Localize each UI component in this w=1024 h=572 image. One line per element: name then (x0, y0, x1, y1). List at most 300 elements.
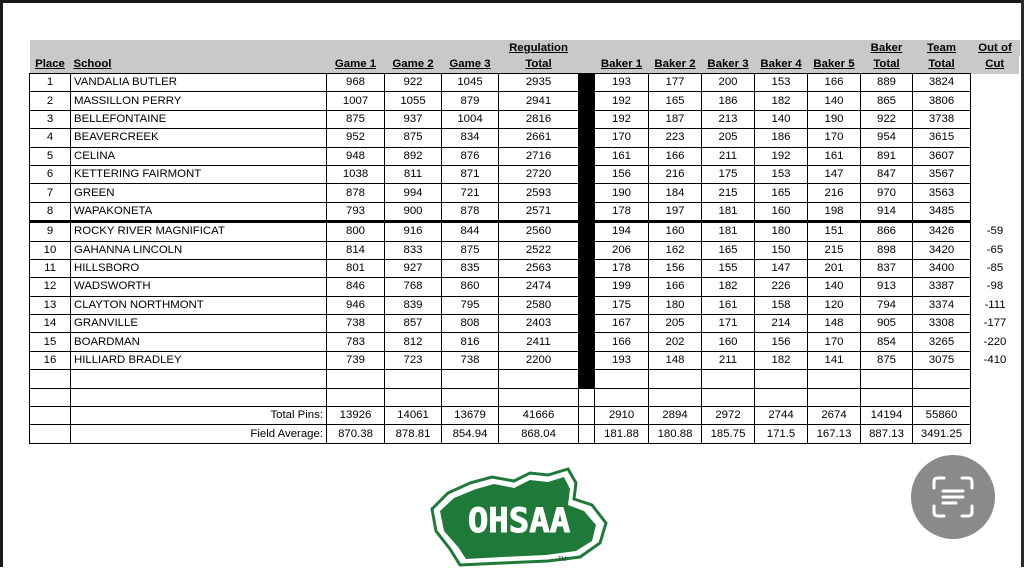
cell-out-of-cut: -65 (986, 243, 1004, 256)
cell-place: 10 (30, 241, 71, 259)
cell-place: 9 (30, 222, 71, 241)
table-row (30, 259, 1020, 277)
separator-cell (579, 202, 595, 221)
total-baker-total: 14194 (861, 407, 913, 425)
cell-baker-total: 889 (861, 74, 913, 92)
cell-regulation: 2720 (499, 165, 579, 183)
cell-baker2: 165 (649, 92, 702, 110)
header-regulation: Regulation (499, 40, 579, 56)
cell-game1: 875 (327, 110, 385, 128)
table-row (30, 333, 1020, 351)
cell-baker4: 165 (755, 184, 808, 202)
cell-baker2: 187 (649, 110, 702, 128)
header-team-total-top: Team (913, 40, 971, 56)
cell-baker3: 182 (702, 278, 755, 296)
cell-game1: 968 (327, 74, 385, 92)
cell-game1: 952 (327, 129, 385, 147)
cell-regulation: 2941 (499, 92, 579, 110)
blank-row (30, 370, 1020, 388)
cell-baker2: 162 (649, 241, 702, 259)
cell-baker3: 155 (702, 259, 755, 277)
scan-text-icon (930, 474, 976, 520)
cell-regulation: 2593 (499, 184, 579, 202)
cell-team-total: 3420 (913, 241, 971, 259)
cell-out-of-cut (971, 184, 1020, 202)
cell-out-of-cut: -59 (986, 224, 1004, 237)
cell-baker5: 170 (808, 333, 861, 351)
header-team-total: Total (913, 56, 971, 74)
cell-baker5: 147 (808, 165, 861, 183)
separator-cell (579, 110, 595, 128)
cell-game3: 795 (442, 296, 499, 314)
table-row (30, 129, 1020, 147)
cell-baker-total: 847 (861, 165, 913, 183)
cell-game1: 946 (327, 296, 385, 314)
cell-baker4: 182 (755, 92, 808, 110)
cell-game2: 839 (385, 296, 442, 314)
cell-out-of-cut (971, 110, 1020, 128)
cell-place: 16 (30, 351, 71, 369)
cell-baker-total: 954 (861, 129, 913, 147)
table-row (30, 202, 1020, 221)
total-team-total: 55860 (913, 407, 971, 425)
cell-baker1: 190 (595, 184, 649, 202)
cell-baker3: 160 (702, 333, 755, 351)
cell-baker4: 192 (755, 147, 808, 165)
cell-baker1: 194 (595, 222, 649, 241)
cell-baker-total: 891 (861, 147, 913, 165)
total-game2: 14061 (385, 407, 442, 425)
cell-baker4: 180 (755, 222, 808, 241)
cell-team-total: 3400 (913, 259, 971, 277)
cell-baker5: 201 (808, 259, 861, 277)
cell-team-total: 3308 (913, 315, 971, 333)
cell-baker5: 216 (808, 184, 861, 202)
cell-baker4: 186 (755, 129, 808, 147)
cell-team-total: 3485 (913, 202, 971, 221)
cell-baker-total: 898 (861, 241, 913, 259)
table-row (30, 184, 1020, 202)
cell-baker3: 211 (702, 351, 755, 369)
cell-baker1: 178 (595, 259, 649, 277)
cell-team-total: 3738 (913, 110, 971, 128)
header-baker5: Baker 5 (808, 56, 861, 74)
cell-game1: 1007 (327, 92, 385, 110)
cell-school: HILLIARD BRADLEY (71, 351, 327, 369)
trademark-mark: TM (558, 557, 567, 563)
table-row (30, 92, 1020, 110)
cell-baker1: 192 (595, 110, 649, 128)
cell-baker4: 182 (755, 351, 808, 369)
cell-baker1: 166 (595, 333, 649, 351)
cell-game2: 937 (385, 110, 442, 128)
cell-game2: 994 (385, 184, 442, 202)
cell-baker1: 199 (595, 278, 649, 296)
cell-school: WADSWORTH (71, 278, 327, 296)
cell-place: 5 (30, 147, 71, 165)
cell-game2: 927 (385, 259, 442, 277)
cell-baker2: 166 (649, 278, 702, 296)
cell-baker2: 180 (649, 296, 702, 314)
cell-baker3: 165 (702, 241, 755, 259)
table-row (30, 147, 1020, 165)
total-baker4: 2744 (755, 407, 808, 425)
cell-baker2: 177 (649, 74, 702, 92)
cell-baker1: 192 (595, 92, 649, 110)
total-baker1: 2910 (595, 407, 649, 425)
cell-game3: 879 (442, 92, 499, 110)
cell-team-total: 3615 (913, 129, 971, 147)
cell-baker5: 140 (808, 278, 861, 296)
cell-baker2: 197 (649, 202, 702, 221)
cell-out-of-cut (971, 165, 1020, 183)
separator-cell (579, 129, 595, 147)
cell-game1: 878 (327, 184, 385, 202)
cell-school: BOARDMAN (71, 333, 327, 351)
ohsaa-logo (430, 465, 608, 567)
cell-regulation: 2563 (499, 259, 579, 277)
cell-out-of-cut: -177 (983, 317, 1007, 330)
cell-baker4: 153 (755, 165, 808, 183)
header-baker2: Baker 2 (649, 56, 702, 74)
cell-out-of-cut: -98 (986, 280, 1004, 293)
separator-cell (579, 333, 595, 351)
header-baker-total-top: Baker (861, 40, 913, 56)
cell-baker5: 141 (808, 351, 861, 369)
table-row (30, 74, 1020, 92)
cell-out-of-cut: -111 (984, 298, 1006, 311)
cell-baker5: 161 (808, 147, 861, 165)
cell-baker4: 140 (755, 110, 808, 128)
table-row (30, 110, 1020, 128)
results-table (29, 40, 1020, 444)
cell-baker2: 160 (649, 222, 702, 241)
table-row (30, 296, 1020, 314)
field-average-label: Field Average: (71, 425, 327, 443)
cell-school: VANDALIA BUTLER (71, 74, 327, 92)
cell-baker1: 193 (595, 74, 649, 92)
cell-baker-total: 794 (861, 296, 913, 314)
total-regulation: 41666 (499, 407, 579, 425)
cell-out-of-cut (971, 147, 1020, 165)
total-baker5: 2674 (808, 407, 861, 425)
cell-baker3: 213 (702, 110, 755, 128)
cell-game3: 1045 (442, 74, 499, 92)
cell-out-of-cut: -85 (986, 262, 1004, 275)
avg-baker5: 167.13 (808, 425, 861, 443)
cell-baker2: 216 (649, 165, 702, 183)
cell-school: GREEN (71, 184, 327, 202)
window-top-edge (0, 0, 1024, 3)
cell-game1: 846 (327, 278, 385, 296)
cell-regulation: 2661 (499, 129, 579, 147)
cell-baker5: 166 (808, 74, 861, 92)
cell-baker-total: 866 (861, 222, 913, 241)
cell-place: 12 (30, 278, 71, 296)
separator-cell (579, 296, 595, 314)
cell-baker3: 175 (702, 165, 755, 183)
cell-baker-total: 837 (861, 259, 913, 277)
separator-cell (579, 315, 595, 333)
separator-cell (579, 92, 595, 110)
cell-team-total: 3265 (913, 333, 971, 351)
total-pins-label: Total Pins: (71, 407, 327, 425)
cell-baker-total: 875 (861, 351, 913, 369)
separator-cell (579, 351, 595, 369)
avg-baker-total: 887.13 (861, 425, 913, 443)
cell-game3: 860 (442, 278, 499, 296)
cell-baker4: 153 (755, 74, 808, 92)
cell-place: 6 (30, 165, 71, 183)
cell-school: MASSILLON PERRY (71, 92, 327, 110)
cell-baker1: 161 (595, 147, 649, 165)
cell-baker5: 140 (808, 92, 861, 110)
cell-baker4: 226 (755, 278, 808, 296)
cell-team-total: 3607 (913, 147, 971, 165)
cell-baker4: 150 (755, 241, 808, 259)
cell-place: 8 (30, 202, 71, 221)
cell-place: 3 (30, 110, 71, 128)
cell-regulation: 2522 (499, 241, 579, 259)
cell-baker5: 190 (808, 110, 861, 128)
separator-cell (579, 241, 595, 259)
cell-game2: 833 (385, 241, 442, 259)
cell-baker3: 215 (702, 184, 755, 202)
cell-team-total: 3387 (913, 278, 971, 296)
cell-game1: 800 (327, 222, 385, 241)
cell-game1: 814 (327, 241, 385, 259)
cell-baker2: 166 (649, 147, 702, 165)
cell-game1: 793 (327, 202, 385, 221)
cell-baker2: 223 (649, 129, 702, 147)
cell-team-total: 3567 (913, 165, 971, 183)
cell-game3: 875 (442, 241, 499, 259)
cell-baker-total: 854 (861, 333, 913, 351)
table-row (30, 315, 1020, 333)
cell-baker3: 211 (702, 147, 755, 165)
avg-baker1: 181.88 (595, 425, 649, 443)
header-out-of-cut: Cut (971, 56, 1020, 74)
table-row (30, 278, 1020, 296)
header-game2: Game 2 (385, 56, 442, 74)
cell-baker3: 181 (702, 222, 755, 241)
cell-game2: 892 (385, 147, 442, 165)
cell-baker5: 170 (808, 129, 861, 147)
cell-baker-total: 970 (861, 184, 913, 202)
header-game3: Game 3 (442, 56, 499, 74)
separator-cell (579, 259, 595, 277)
field-average-row (30, 425, 1020, 443)
cell-regulation: 2816 (499, 110, 579, 128)
cell-place: 11 (30, 259, 71, 277)
cell-regulation: 2411 (499, 333, 579, 351)
cell-game2: 916 (385, 222, 442, 241)
avg-game1: 870.38 (327, 425, 385, 443)
results-body (30, 74, 1020, 370)
cell-baker1: 170 (595, 129, 649, 147)
cell-regulation: 2580 (499, 296, 579, 314)
table-row (30, 351, 1020, 369)
cell-game1: 739 (327, 351, 385, 369)
cell-baker3: 161 (702, 296, 755, 314)
table-row (30, 222, 1020, 241)
cell-game2: 768 (385, 278, 442, 296)
cell-game1: 801 (327, 259, 385, 277)
header-baker3: Baker 3 (702, 56, 755, 74)
table-row (30, 165, 1020, 183)
cell-baker-total: 913 (861, 278, 913, 296)
cell-game2: 811 (385, 165, 442, 183)
total-baker2: 2894 (649, 407, 702, 425)
separator-cell (579, 74, 595, 92)
cell-baker2: 202 (649, 333, 702, 351)
cell-place: 4 (30, 129, 71, 147)
cell-baker4: 160 (755, 202, 808, 221)
cell-baker1: 156 (595, 165, 649, 183)
cell-place: 7 (30, 184, 71, 202)
cell-out-of-cut (971, 74, 1020, 92)
header-school: School (71, 56, 327, 74)
avg-baker4: 171.5 (755, 425, 808, 443)
cell-game3: 1004 (442, 110, 499, 128)
cell-baker4: 156 (755, 333, 808, 351)
cell-out-of-cut (971, 129, 1020, 147)
cell-out-of-cut (971, 92, 1020, 110)
cell-school: CELINA (71, 147, 327, 165)
cell-game2: 900 (385, 202, 442, 221)
avg-baker2: 180.88 (649, 425, 702, 443)
cell-baker3: 181 (702, 202, 755, 221)
total-game3: 13679 (442, 407, 499, 425)
cell-school: CLAYTON NORTHMONT (71, 296, 327, 314)
avg-baker3: 185.75 (702, 425, 755, 443)
cell-baker-total: 922 (861, 110, 913, 128)
cell-school: GRANVILLE (71, 315, 327, 333)
cell-game1: 948 (327, 147, 385, 165)
cell-game3: 808 (442, 315, 499, 333)
cell-regulation: 2716 (499, 147, 579, 165)
header-game1: Game 1 (327, 56, 385, 74)
separator-cell (579, 222, 595, 241)
cell-team-total: 3075 (913, 351, 971, 369)
cell-team-total: 3374 (913, 296, 971, 314)
cell-baker5: 198 (808, 202, 861, 221)
cell-place: 15 (30, 333, 71, 351)
header-regulation-total: Total (499, 56, 579, 74)
cell-game2: 812 (385, 333, 442, 351)
cell-game3: 876 (442, 147, 499, 165)
header-baker1: Baker 1 (595, 56, 649, 74)
cell-game3: 835 (442, 259, 499, 277)
separator-cell (579, 165, 595, 183)
cell-place: 1 (30, 74, 71, 92)
cell-game3: 816 (442, 333, 499, 351)
cell-school: BELLEFONTAINE (71, 110, 327, 128)
cell-baker4: 158 (755, 296, 808, 314)
cell-baker3: 200 (702, 74, 755, 92)
cell-baker3: 186 (702, 92, 755, 110)
cell-team-total: 3806 (913, 92, 971, 110)
cell-regulation: 2403 (499, 315, 579, 333)
cell-game1: 1038 (327, 165, 385, 183)
cell-regulation: 2474 (499, 278, 579, 296)
cell-game2: 922 (385, 74, 442, 92)
cell-baker5: 215 (808, 241, 861, 259)
cell-baker5: 151 (808, 222, 861, 241)
separator-cell (579, 184, 595, 202)
cell-baker1: 178 (595, 202, 649, 221)
total-game1: 13926 (327, 407, 385, 425)
cell-game2: 857 (385, 315, 442, 333)
cell-school: ROCKY RIVER MAGNIFICAT (71, 222, 327, 241)
cell-baker1: 193 (595, 351, 649, 369)
cell-baker-total: 905 (861, 315, 913, 333)
table-row (30, 241, 1020, 259)
cell-baker5: 148 (808, 315, 861, 333)
cell-place: 2 (30, 92, 71, 110)
avg-team-total: 3491.25 (913, 425, 971, 443)
header-baker4: Baker 4 (755, 56, 808, 74)
cell-baker-total: 865 (861, 92, 913, 110)
cell-baker2: 184 (649, 184, 702, 202)
cell-school: HILLSBORO (71, 259, 327, 277)
total-pins-row (30, 407, 1020, 425)
header-row-bottom (30, 56, 1020, 74)
cell-school: GAHANNA LINCOLN (71, 241, 327, 259)
cell-game2: 1055 (385, 92, 442, 110)
cell-baker1: 167 (595, 315, 649, 333)
avg-game3: 854.94 (442, 425, 499, 443)
window-left-edge (0, 0, 3, 567)
cell-baker2: 148 (649, 351, 702, 369)
cell-team-total: 3426 (913, 222, 971, 241)
cell-baker3: 205 (702, 129, 755, 147)
cell-baker5: 120 (808, 296, 861, 314)
header-place: Place (30, 56, 71, 74)
cell-out-of-cut: -220 (983, 335, 1007, 348)
logo-text: OHSAA (467, 501, 571, 541)
cell-game3: 844 (442, 222, 499, 241)
separator-cell (579, 278, 595, 296)
cell-baker1: 175 (595, 296, 649, 314)
header-row-top (30, 40, 1020, 56)
cell-game3: 721 (442, 184, 499, 202)
cell-place: 14 (30, 315, 71, 333)
cell-team-total: 3563 (913, 184, 971, 202)
cell-baker4: 147 (755, 259, 808, 277)
header-out-of-cut-top: Out of (971, 40, 1020, 56)
cell-game3: 834 (442, 129, 499, 147)
cell-out-of-cut: -410 (983, 354, 1007, 367)
cell-baker2: 205 (649, 315, 702, 333)
avg-game2: 878.81 (385, 425, 442, 443)
cell-school: WAPAKONETA (71, 202, 327, 221)
avg-regulation: 868.04 (499, 425, 579, 443)
cell-game1: 783 (327, 333, 385, 351)
cell-baker2: 156 (649, 259, 702, 277)
scan-text-button[interactable] (911, 455, 995, 539)
cell-place: 13 (30, 296, 71, 314)
cell-game2: 875 (385, 129, 442, 147)
summary-body (30, 370, 1020, 444)
cell-game3: 738 (442, 351, 499, 369)
cell-regulation: 2200 (499, 351, 579, 369)
cell-game3: 871 (442, 165, 499, 183)
cell-game3: 878 (442, 202, 499, 221)
cell-regulation: 2935 (499, 74, 579, 92)
cell-baker4: 214 (755, 315, 808, 333)
cell-baker3: 171 (702, 315, 755, 333)
